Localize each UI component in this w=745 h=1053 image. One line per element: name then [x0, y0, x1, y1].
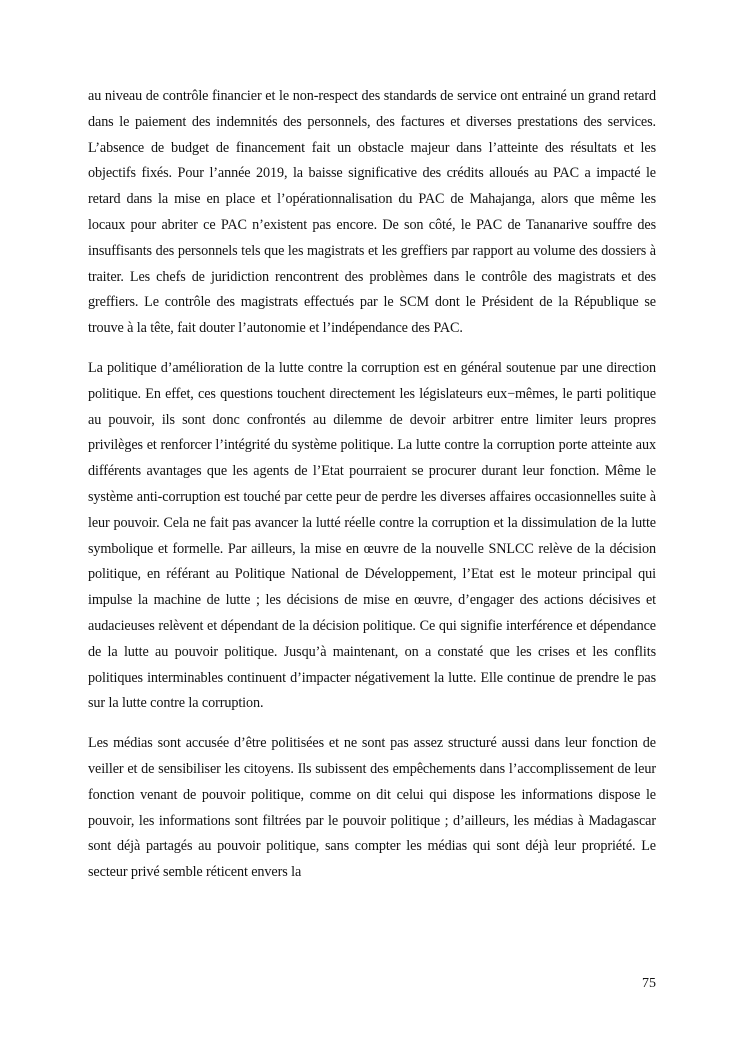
paragraph-3: Les médias sont accusée d’être politisées et ne sont pas assez structuré aussi dans leur fonction de veiller et de sensibiliser les citoyens. Ils subissent des empêchements dans l’accomplissement de leur fonction venant de pouvoir politique, comme on dit celui qui dispose les informations dispose le pouvoir, les informations sont filtrées par le pouvoir politique ; d’ailleurs, les médias à Madagascar sont déjà partagés au pouvoir politique, sans compter les médias qui sont déjà leur propriété. Le secteur privé semble réticent envers la: [88, 735, 656, 881]
paragraph-1: au niveau de contrôle financier et le non-respect des standards de service ont entrainé un grand retard dans le paiement des indemnités des personnels, des factures et diverses prestations des services. L’absence de budget de financement fait un obstacle majeur dans l’atteinte des résultats et les objectifs fixés. Pour l’année 2019, la baisse significative des crédits alloués au PAC a impacté le retard dans la mise en place et l’opérationnalisation du PAC de Mahajanga, alors que même les locaux pour abriter ce PAC n’existent pas encore. De son côté, le PAC de Tananarive souffre des insuffisants des personnels tels que les magistrats et les greffiers par rapport au volume des dossiers à traiter. Les chefs de juridiction rencontrent des problèmes dans le contrôle des magistrats et des greffiers. Le contrôle des magistrats effectués par le SCM dont le Président de la République se trouve à la tête, fait douter l’autonomie et l’indépendance des PAC.: [88, 88, 656, 337]
paragraph-2: La politique d’amélioration de la lutte contre la corruption est en général soutenue par une direction politique. En effet, ces questions touchent directement les législateurs eux−mêmes, le parti politique au pouvoir, ils sont donc confrontés au dilemme de devoir arbitrer entre limiter leurs propres privilèges et renforcer l’intégrité du système politique. La lutte contre la corruption porte atteinte aux différents avantages que les agents de l’Etat pourraient se procurer durant leur fonction. Même le système anti-corruption est touché par cette peur de perdre les diverses affaires occasionnelles suite à leur pouvoir. Cela ne fait pas avancer la lutté réelle contre la corruption et la dissimulation de la lutte symbolique et formelle. Par ailleurs, la mise en œuvre de la nouvelle SNLCC relève de la décision politique, en référant au Politique National de Développement, l’Etat est le moteur principal qui impulse la machine de lutte ; les décisions de mise en œuvre, d’engager des actions décisives et audacieuses relèvent et dépendant de la décision politique. Ce qui signifie interférence et dépendance de la lutte au pouvoir politique. Jusqu’à maintenant, on a constaté que les crises et les conflits politiques interminables continuent d’impacter négativement la lutte. Elle continue de prendre le pas sur la lutte contre la corruption.: [88, 359, 656, 712]
page-number: 75: [642, 976, 656, 991]
body-text: [88, 84, 656, 900]
